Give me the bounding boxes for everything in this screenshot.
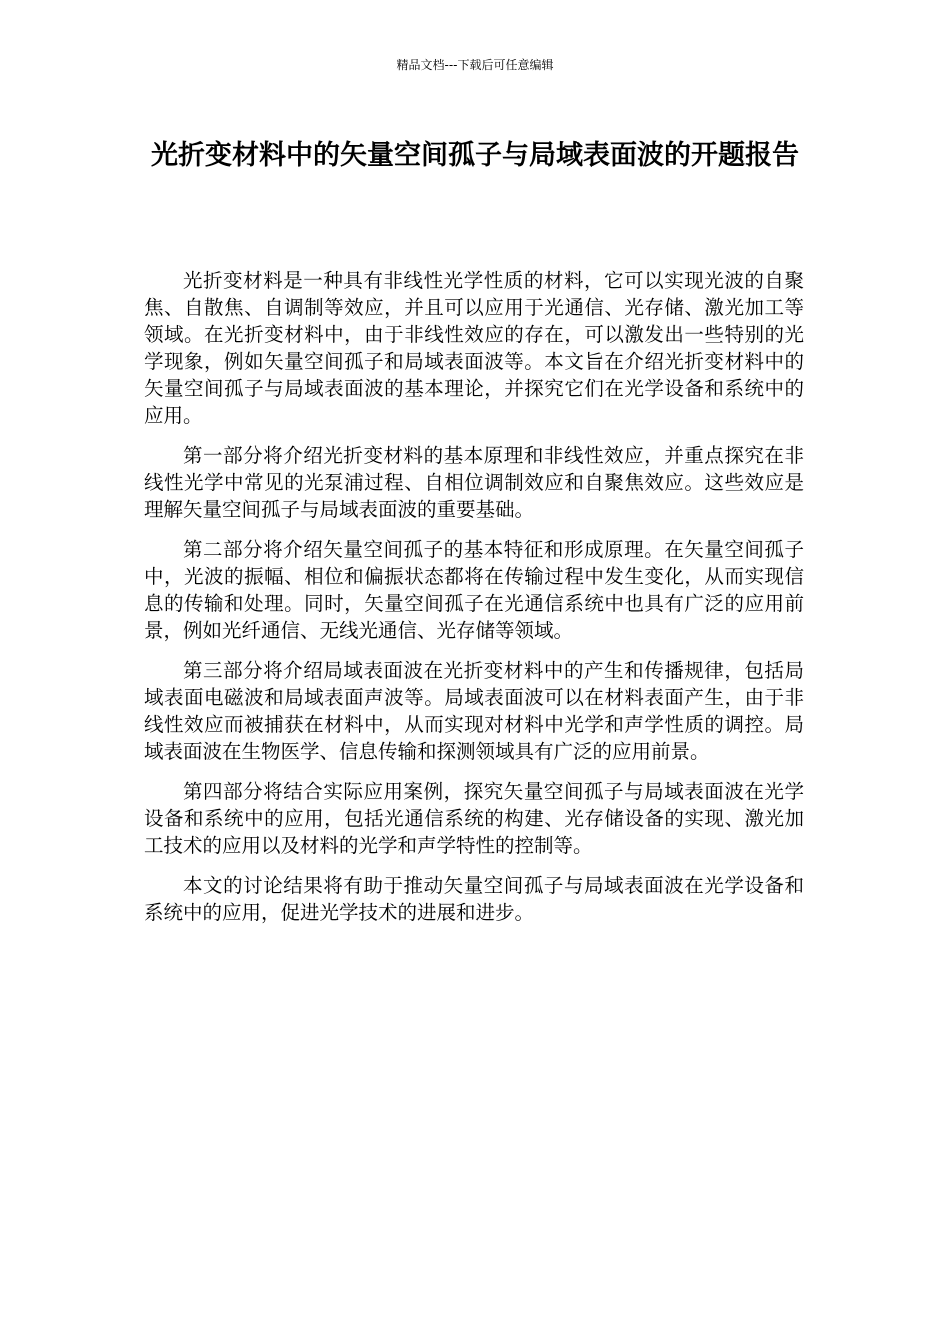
paragraph-part-two: 第二部分将介绍矢量空间孤子的基本特征和形成原理。在矢量空间孤子中，光波的振幅、相位和偏振状态都将在传输过程中发生变化，从而实现信息的传输和处理。同时，矢量空间孤子在光通信系统中也具有广泛的应用前景，例如光纤通信、无线光通信、光存储等领域。	[144, 538, 804, 642]
paragraph-part-four: 第四部分将结合实际应用案例，探究矢量空间孤子与局域表面波在光学设备和系统中的应用，包括光通信系统的构建、光存储设备的实现、激光加工技术的应用以及材料的光学和声学特性的控制等。	[144, 780, 804, 857]
paragraph-intro: 光折变材料是一种具有非线性光学性质的材料，它可以实现光波的自聚焦、自散焦、自调制等效应，并且可以应用于光通信、光存储、激光加工等领域。在光折变材料中，由于非线性效应的存在，可以激发出一些特别的光学现象，例如矢量空间孤子和局域表面波等。本文旨在介绍光折变材料中的矢量空间孤子与局域表面波的基本理论，并探究它们在光学设备和系统中的应用。	[144, 269, 804, 427]
page-header: 精品文档---下载后可任意编辑	[396, 58, 554, 72]
document-title: 光折变材料中的矢量空间孤子与局域表面波的开题报告	[151, 140, 799, 171]
paragraph-conclusion: 本文的讨论结果将有助于推动矢量空间孤子与局域表面波在光学设备和系统中的应用，促进光学技术的进展和进步。	[144, 874, 804, 924]
document-body	[144, 267, 804, 939]
paragraph-part-three: 第三部分将介绍局域表面波在光折变材料中的产生和传播规律，包括局域表面电磁波和局域表面声波等。局域表面波可以在材料表面产生，由于非线性效应而被捕获在材料中，从而实现对材料中光学和声学性质的调控。局域表面波在生物医学、信息传输和探测领域具有广泛的应用前景。	[144, 659, 804, 763]
paragraph-part-one: 第一部分将介绍光折变材料的基本原理和非线性效应，并重点探究在非线性光学中常见的光泵浦过程、自相位调制效应和自聚焦效应。这些效应是理解矢量空间孤子与局域表面波的重要基础。	[144, 444, 804, 521]
